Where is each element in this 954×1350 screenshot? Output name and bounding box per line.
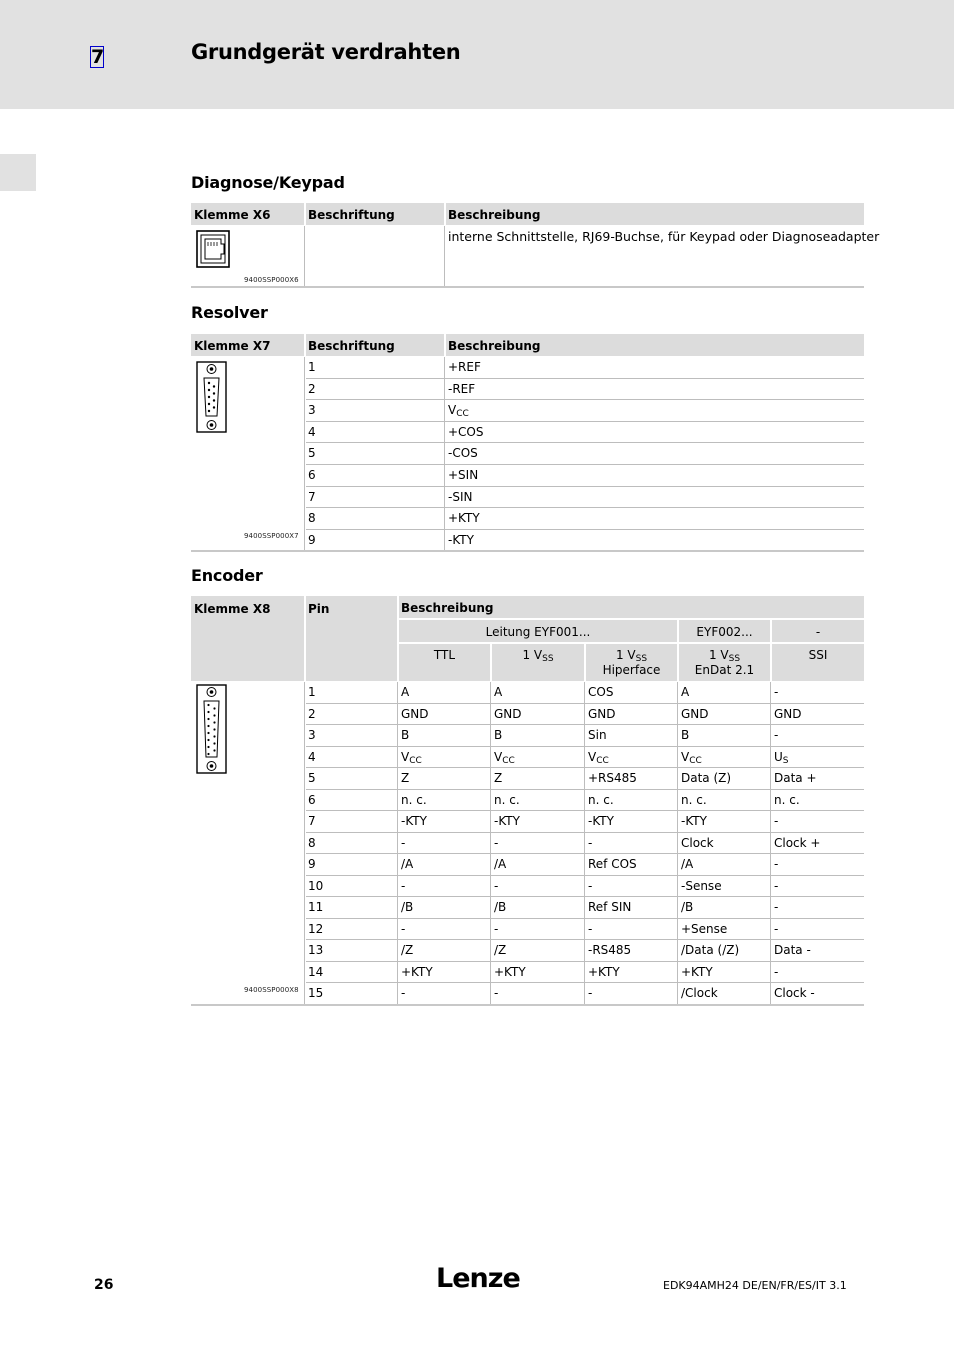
x8-value-cell <box>774 750 789 764</box>
x8-col-line-1 <box>304 682 305 1004</box>
x8-value-cell <box>494 986 498 1000</box>
x8-value-main: /B <box>494 900 507 914</box>
x8-value-sub: CC <box>689 755 702 766</box>
x8-row-line <box>306 724 864 725</box>
x8-value-cell <box>774 728 778 742</box>
x8-value-cell <box>588 707 616 721</box>
x8-value-cell <box>588 986 592 1000</box>
x7-pin-cell: 2 <box>308 381 316 396</box>
section-title-resolver: Resolver <box>191 303 268 322</box>
dsub-15-icon <box>196 684 228 780</box>
x8-pin-cell: 3 <box>308 728 316 742</box>
x7-pin-cell: 5 <box>308 446 316 461</box>
rj-socket-icon <box>196 230 232 276</box>
x7-pin-cell: 9 <box>308 532 316 547</box>
x8-value-cell <box>588 879 592 893</box>
x8-value-cell <box>494 922 498 936</box>
x8-value-cell <box>494 857 506 871</box>
x8-value-main: /A <box>401 857 414 871</box>
x8-pin-cell: 15 <box>308 986 324 1000</box>
x7-pin-cell: 3 <box>308 403 316 418</box>
x8-value-main: /Z <box>401 943 414 957</box>
x8-row-line <box>306 961 864 962</box>
x6-bottom-line <box>191 286 864 288</box>
x8-row-line <box>306 789 864 790</box>
x8-pin-cell: 12 <box>308 921 324 936</box>
x8-value-main: B <box>494 728 503 742</box>
section-title-diagnose: Diagnose/Keypad <box>191 173 345 192</box>
x8-sub-1vss-main: 1 V <box>522 648 543 662</box>
x8-value-main: - <box>494 921 499 936</box>
x7-desc-main: -COS <box>448 446 478 461</box>
x8-value-main: /A <box>494 857 507 871</box>
x8-value-cell <box>588 900 631 914</box>
x8-sub-ssi: SSI <box>808 648 828 662</box>
dsub-9-icon <box>196 361 228 439</box>
x8-value-cell <box>681 900 693 914</box>
x6-header-beschreibung: Beschreibung <box>448 208 541 222</box>
x8-value-main: - <box>774 857 779 871</box>
x8-value-cell <box>681 879 722 893</box>
x8-value-main: - <box>774 900 779 914</box>
x8-value-main: -KTY <box>401 814 427 828</box>
x8-value-main: - <box>401 878 406 893</box>
x8-group-dash: - <box>815 625 821 639</box>
x8-row-line <box>306 832 864 833</box>
x7-row-line <box>306 529 864 530</box>
chapter-title: Grundgerät verdrahten <box>191 40 461 64</box>
x8-value-main: - <box>494 878 499 893</box>
x8-sub-ttl: TTL <box>433 648 456 662</box>
x8-value-cell <box>681 771 731 785</box>
x8-value-cell <box>588 836 592 850</box>
x8-value-main: n. c. <box>588 792 614 807</box>
chapter-number[interactable]: 7 <box>91 46 105 68</box>
x8-value-cell <box>681 793 707 807</box>
x7-desc-cell <box>448 533 474 547</box>
x8-value-cell <box>774 943 811 957</box>
x8-value-cell <box>401 836 405 850</box>
x8-value-main: -KTY <box>681 814 707 828</box>
x8-value-main: - <box>588 878 593 893</box>
x8-value-cell <box>401 900 413 914</box>
x8-value-main: /B <box>401 900 414 914</box>
x7-row-line <box>306 399 864 400</box>
x8-value-main: GND <box>494 706 522 721</box>
x8-hdr-hsep-2 <box>399 642 864 644</box>
x6-col-line-1 <box>304 226 305 287</box>
x8-value-main: COS <box>588 685 614 699</box>
x8-value-main: Sin <box>588 728 607 742</box>
x7-row-line <box>306 421 864 422</box>
x8-value-main: - <box>774 964 779 979</box>
x6-col-line-2 <box>444 226 445 287</box>
x8-row-line <box>306 896 864 897</box>
x8-value-cell <box>681 814 707 828</box>
x8-value-cell <box>588 922 592 936</box>
x8-value-cell <box>681 750 702 764</box>
x8-value-main: - <box>774 921 779 936</box>
x8-sub-endat-label: EnDat 2.1 <box>694 663 755 677</box>
x8-value-cell <box>681 685 689 699</box>
x8-value-cell <box>588 750 609 764</box>
x7-col-line-1 <box>304 357 305 550</box>
x8-value-sub: CC <box>596 755 609 766</box>
x8-value-main: - <box>588 921 593 936</box>
x8-value-main: Z <box>494 771 503 785</box>
x7-header-beschriftung: Beschriftung <box>308 339 395 353</box>
x8-value-cell <box>494 707 522 721</box>
x8-value-main: Clock <box>681 835 714 850</box>
x8-pin-cell: 10 <box>308 878 324 893</box>
x8-value-cell <box>774 836 820 850</box>
x8-value-main: - <box>588 986 593 1000</box>
x7-row-line <box>306 507 864 508</box>
x8-value-main: -RS485 <box>588 943 632 957</box>
x8-row-line <box>306 875 864 876</box>
x8-value-main: Clock + <box>774 835 821 850</box>
x8-value-cell <box>494 900 506 914</box>
x7-col-sep-1 <box>304 334 306 356</box>
header-band <box>0 0 954 109</box>
x7-desc-cell <box>448 425 484 439</box>
x8-value-cell <box>401 707 429 721</box>
x8-value-cell <box>401 922 405 936</box>
x7-col-sep-2 <box>444 334 446 356</box>
x8-value-main: GND <box>588 706 616 721</box>
x8-header-pin: Pin <box>308 602 330 616</box>
x8-value-main: Ref SIN <box>588 900 632 914</box>
x7-desc-main: -SIN <box>448 489 473 504</box>
x8-value-main: A <box>494 685 503 699</box>
x8-value-cell <box>401 728 409 742</box>
x8-value-cell <box>401 793 427 807</box>
x7-desc-main: +COS <box>448 424 484 439</box>
x8-value-main: - <box>401 986 406 1000</box>
x8-sub-endat-main: 1 V <box>708 648 729 662</box>
x8-value-main: A <box>681 685 690 699</box>
x8-sub-1vss-sub: SS <box>542 654 554 664</box>
x8-value-main: -KTY <box>588 814 614 828</box>
x8-row-line <box>191 1004 864 1006</box>
x8-value-main: /Data (/Z) <box>681 943 740 957</box>
x8-value-main: +KTY <box>401 964 433 979</box>
x8-value-main: Data + <box>774 771 817 785</box>
x8-pin-cell: 4 <box>308 749 316 764</box>
x8-value-cell <box>588 965 620 979</box>
x8-value-cell <box>494 685 502 699</box>
x8-value-main: -Sense <box>681 878 722 893</box>
x8-value-cell <box>774 965 778 979</box>
x8-pin-cell: 9 <box>308 857 316 871</box>
x8-value-cell <box>681 943 739 957</box>
x7-desc-cell <box>448 382 475 396</box>
x8-header-beschreibung: Beschreibung <box>401 601 494 615</box>
x6-description: interne Schnittstelle, RJ69-Buchse, für Keypad oder Diagnoseadapter <box>448 229 880 244</box>
x8-value-main: - <box>401 835 406 850</box>
x8-value-cell <box>401 986 405 1000</box>
x8-value-main: B <box>681 728 690 742</box>
section-title-encoder: Encoder <box>191 566 263 585</box>
x8-value-main: B <box>401 728 410 742</box>
x8-value-cell <box>774 857 778 871</box>
x8-value-main: V <box>588 749 597 764</box>
x8-value-main: GND <box>774 706 802 721</box>
x8-row-line <box>306 703 864 704</box>
x8-value-main: - <box>774 685 779 699</box>
x8-value-main: - <box>774 728 779 742</box>
x8-value-cell <box>774 814 778 828</box>
x7-row-line <box>306 442 864 443</box>
x8-value-main: /B <box>681 900 694 914</box>
x7-row-line <box>306 378 864 379</box>
x8-value-main: GND <box>401 706 429 721</box>
x8-pin-cell: 6 <box>308 792 316 807</box>
x7-desc-cell <box>448 360 481 374</box>
x8-value-main: - <box>774 878 779 893</box>
x8-value-main: A <box>401 685 410 699</box>
x7-desc-main: +KTY <box>448 511 480 526</box>
x8-value-main: +KTY <box>681 964 713 979</box>
x6-header-beschriftung: Beschriftung <box>308 208 395 222</box>
x8-pin-cell: 5 <box>308 771 316 785</box>
lenze-logo: Lenze <box>436 1263 520 1294</box>
x8-value-main: /Clock <box>681 986 718 1000</box>
x8-value-cell <box>681 728 689 742</box>
x8-value-main: GND <box>681 706 709 721</box>
x8-value-main: -KTY <box>494 814 520 828</box>
x8-value-cell <box>401 685 409 699</box>
x8-value-main: - <box>588 835 593 850</box>
x8-value-cell <box>588 943 631 957</box>
x7-desc-cell <box>448 490 472 504</box>
x8-sub-hiper-main: 1 V <box>615 648 636 662</box>
x7-pin-cell: 1 <box>308 360 316 374</box>
x7-desc-cell <box>448 468 478 482</box>
x7-desc-sub: CC <box>456 409 469 420</box>
x8-value-main: n. c. <box>401 792 427 807</box>
x8-col-line-3 <box>490 682 491 1004</box>
x8-value-main: - <box>401 921 406 936</box>
x7-desc-main: +SIN <box>448 468 479 482</box>
x8-value-main: - <box>774 814 779 828</box>
x8-hdr-sep-1 <box>304 596 306 681</box>
x8-value-cell <box>588 728 607 742</box>
x8-value-cell <box>494 965 526 979</box>
x7-desc-cell <box>448 511 480 525</box>
x8-value-main: n. c. <box>681 792 707 807</box>
x7-col-line-2 <box>444 357 445 550</box>
x7-row-line <box>306 464 864 465</box>
x8-value-main: /A <box>681 857 694 871</box>
x8-value-cell <box>588 857 637 871</box>
x8-value-main: V <box>494 749 503 764</box>
x8-row-line <box>306 746 864 747</box>
x7-pin-cell: 8 <box>308 511 316 526</box>
x8-group-eyf002: EYF002... <box>696 625 753 639</box>
x8-row-line <box>306 767 864 768</box>
x8-value-cell <box>401 943 413 957</box>
x8-value-main: V <box>681 749 690 764</box>
x8-row-line <box>306 982 864 983</box>
x8-pin-cell: 8 <box>308 835 316 850</box>
x8-value-main: - <box>494 986 499 1000</box>
x8-sub-hiper-sub: SS <box>635 654 648 664</box>
x8-value-main: Ref COS <box>588 857 637 871</box>
x8-value-cell <box>588 771 637 785</box>
x8-value-main: +KTY <box>494 964 526 979</box>
x8-pin-cell: 13 <box>308 943 324 957</box>
x7-header-klemme: Klemme X7 <box>194 339 271 353</box>
x8-value-main: /Z <box>494 943 507 957</box>
x8-value-cell <box>681 836 714 850</box>
x8-pin-cell: 7 <box>308 814 316 828</box>
x8-value-cell <box>681 707 709 721</box>
x8-value-cell <box>588 685 613 699</box>
x8-value-cell <box>494 750 515 764</box>
x7-pin-cell: 4 <box>308 424 316 439</box>
x8-col-line-4 <box>584 682 585 1004</box>
x8-value-main: - <box>494 835 499 850</box>
x8-value-cell <box>681 857 693 871</box>
x7-desc-main: -KTY <box>448 532 474 547</box>
x8-value-main: +RS485 <box>588 771 637 785</box>
x7-desc-main: -REF <box>448 381 476 396</box>
side-tab <box>0 154 36 191</box>
x8-value-main: Data (Z) <box>681 771 732 785</box>
x8-header-klemme: Klemme X8 <box>194 602 271 616</box>
x8-value-cell <box>774 707 802 721</box>
x8-value-cell <box>494 879 498 893</box>
x8-value-cell <box>681 986 718 1000</box>
x8-value-main: n. c. <box>494 792 520 807</box>
x8-value-main: Data - <box>774 943 811 957</box>
x8-pin-cell: 11 <box>308 900 324 914</box>
x8-value-cell <box>774 986 815 1000</box>
x7-desc-cell <box>448 403 469 420</box>
x8-row-line <box>306 810 864 811</box>
x7-caption: 9400SSP000X7 <box>244 532 299 540</box>
x6-header-klemme: Klemme X6 <box>194 208 271 222</box>
x8-value-cell <box>774 793 800 807</box>
x7-desc-main: +REF <box>448 360 481 374</box>
x8-value-cell <box>774 771 817 785</box>
x8-value-cell <box>401 771 409 785</box>
x8-sub-endat <box>679 648 770 678</box>
x7-desc-cell <box>448 446 478 460</box>
x8-value-main: V <box>401 749 410 764</box>
x8-value-main: n. c. <box>774 792 800 807</box>
x8-value-cell <box>774 685 778 699</box>
x7-pin-cell: 7 <box>308 489 316 504</box>
x8-value-sub: CC <box>409 755 422 766</box>
x7-header-beschreibung: Beschreibung <box>448 339 541 353</box>
x8-value-cell <box>401 750 422 764</box>
x8-caption: 9400SSP000X8 <box>244 986 299 994</box>
x8-col-line-2 <box>397 682 398 1004</box>
x8-value-cell <box>401 879 405 893</box>
page-number: 26 <box>94 1277 114 1293</box>
x6-caption: 9400SSP000X6 <box>244 276 299 284</box>
x8-value-cell <box>494 728 502 742</box>
x8-value-cell <box>494 814 520 828</box>
x8-value-sub: S <box>782 755 789 766</box>
x7-row-line <box>306 486 864 487</box>
x8-value-main: +Sense <box>681 921 728 936</box>
x8-row-line <box>306 918 864 919</box>
x8-hdr-hsep-1 <box>399 618 864 620</box>
x8-value-main: Clock - <box>774 986 815 1000</box>
x8-value-main: U <box>774 749 783 764</box>
x8-col-line-5 <box>677 682 678 1004</box>
x8-pin-cell: 1 <box>308 685 316 699</box>
x8-value-cell <box>494 943 506 957</box>
x8-col-line-6 <box>770 682 771 1004</box>
x8-sub-1vss <box>492 648 584 662</box>
x8-value-main: Z <box>401 771 410 785</box>
x8-value-cell <box>681 922 727 936</box>
x7-pin-cell: 6 <box>308 468 316 482</box>
x8-value-cell <box>774 922 778 936</box>
x8-value-cell <box>588 814 614 828</box>
x8-group-eyf001: Leitung EYF001... <box>485 625 591 639</box>
x7-desc-main: V <box>448 403 457 418</box>
x8-value-cell <box>774 879 778 893</box>
x8-value-cell <box>494 771 502 785</box>
x7-row-line <box>191 550 864 552</box>
x8-value-cell <box>494 793 520 807</box>
x8-sub-endat-sub: SS <box>728 654 741 664</box>
x8-value-sub: CC <box>502 755 515 766</box>
x8-value-cell <box>681 965 713 979</box>
x8-value-main: +KTY <box>588 964 620 979</box>
x8-row-line <box>306 853 864 854</box>
x8-row-line <box>306 939 864 940</box>
document-id: EDK94AMH24 DE/EN/FR/ES/IT 3.1 <box>663 1279 847 1292</box>
x8-pin-cell: 2 <box>308 706 316 721</box>
x8-sub-hiper-label: Hiperface <box>602 663 661 677</box>
x8-value-cell <box>494 836 498 850</box>
x8-value-cell <box>588 793 614 807</box>
x8-value-cell <box>401 965 433 979</box>
x8-pin-cell: 14 <box>308 964 324 979</box>
x8-sub-hiperface <box>586 648 677 678</box>
x8-value-cell <box>401 857 413 871</box>
x8-value-cell <box>774 900 778 914</box>
x8-value-cell <box>401 814 427 828</box>
